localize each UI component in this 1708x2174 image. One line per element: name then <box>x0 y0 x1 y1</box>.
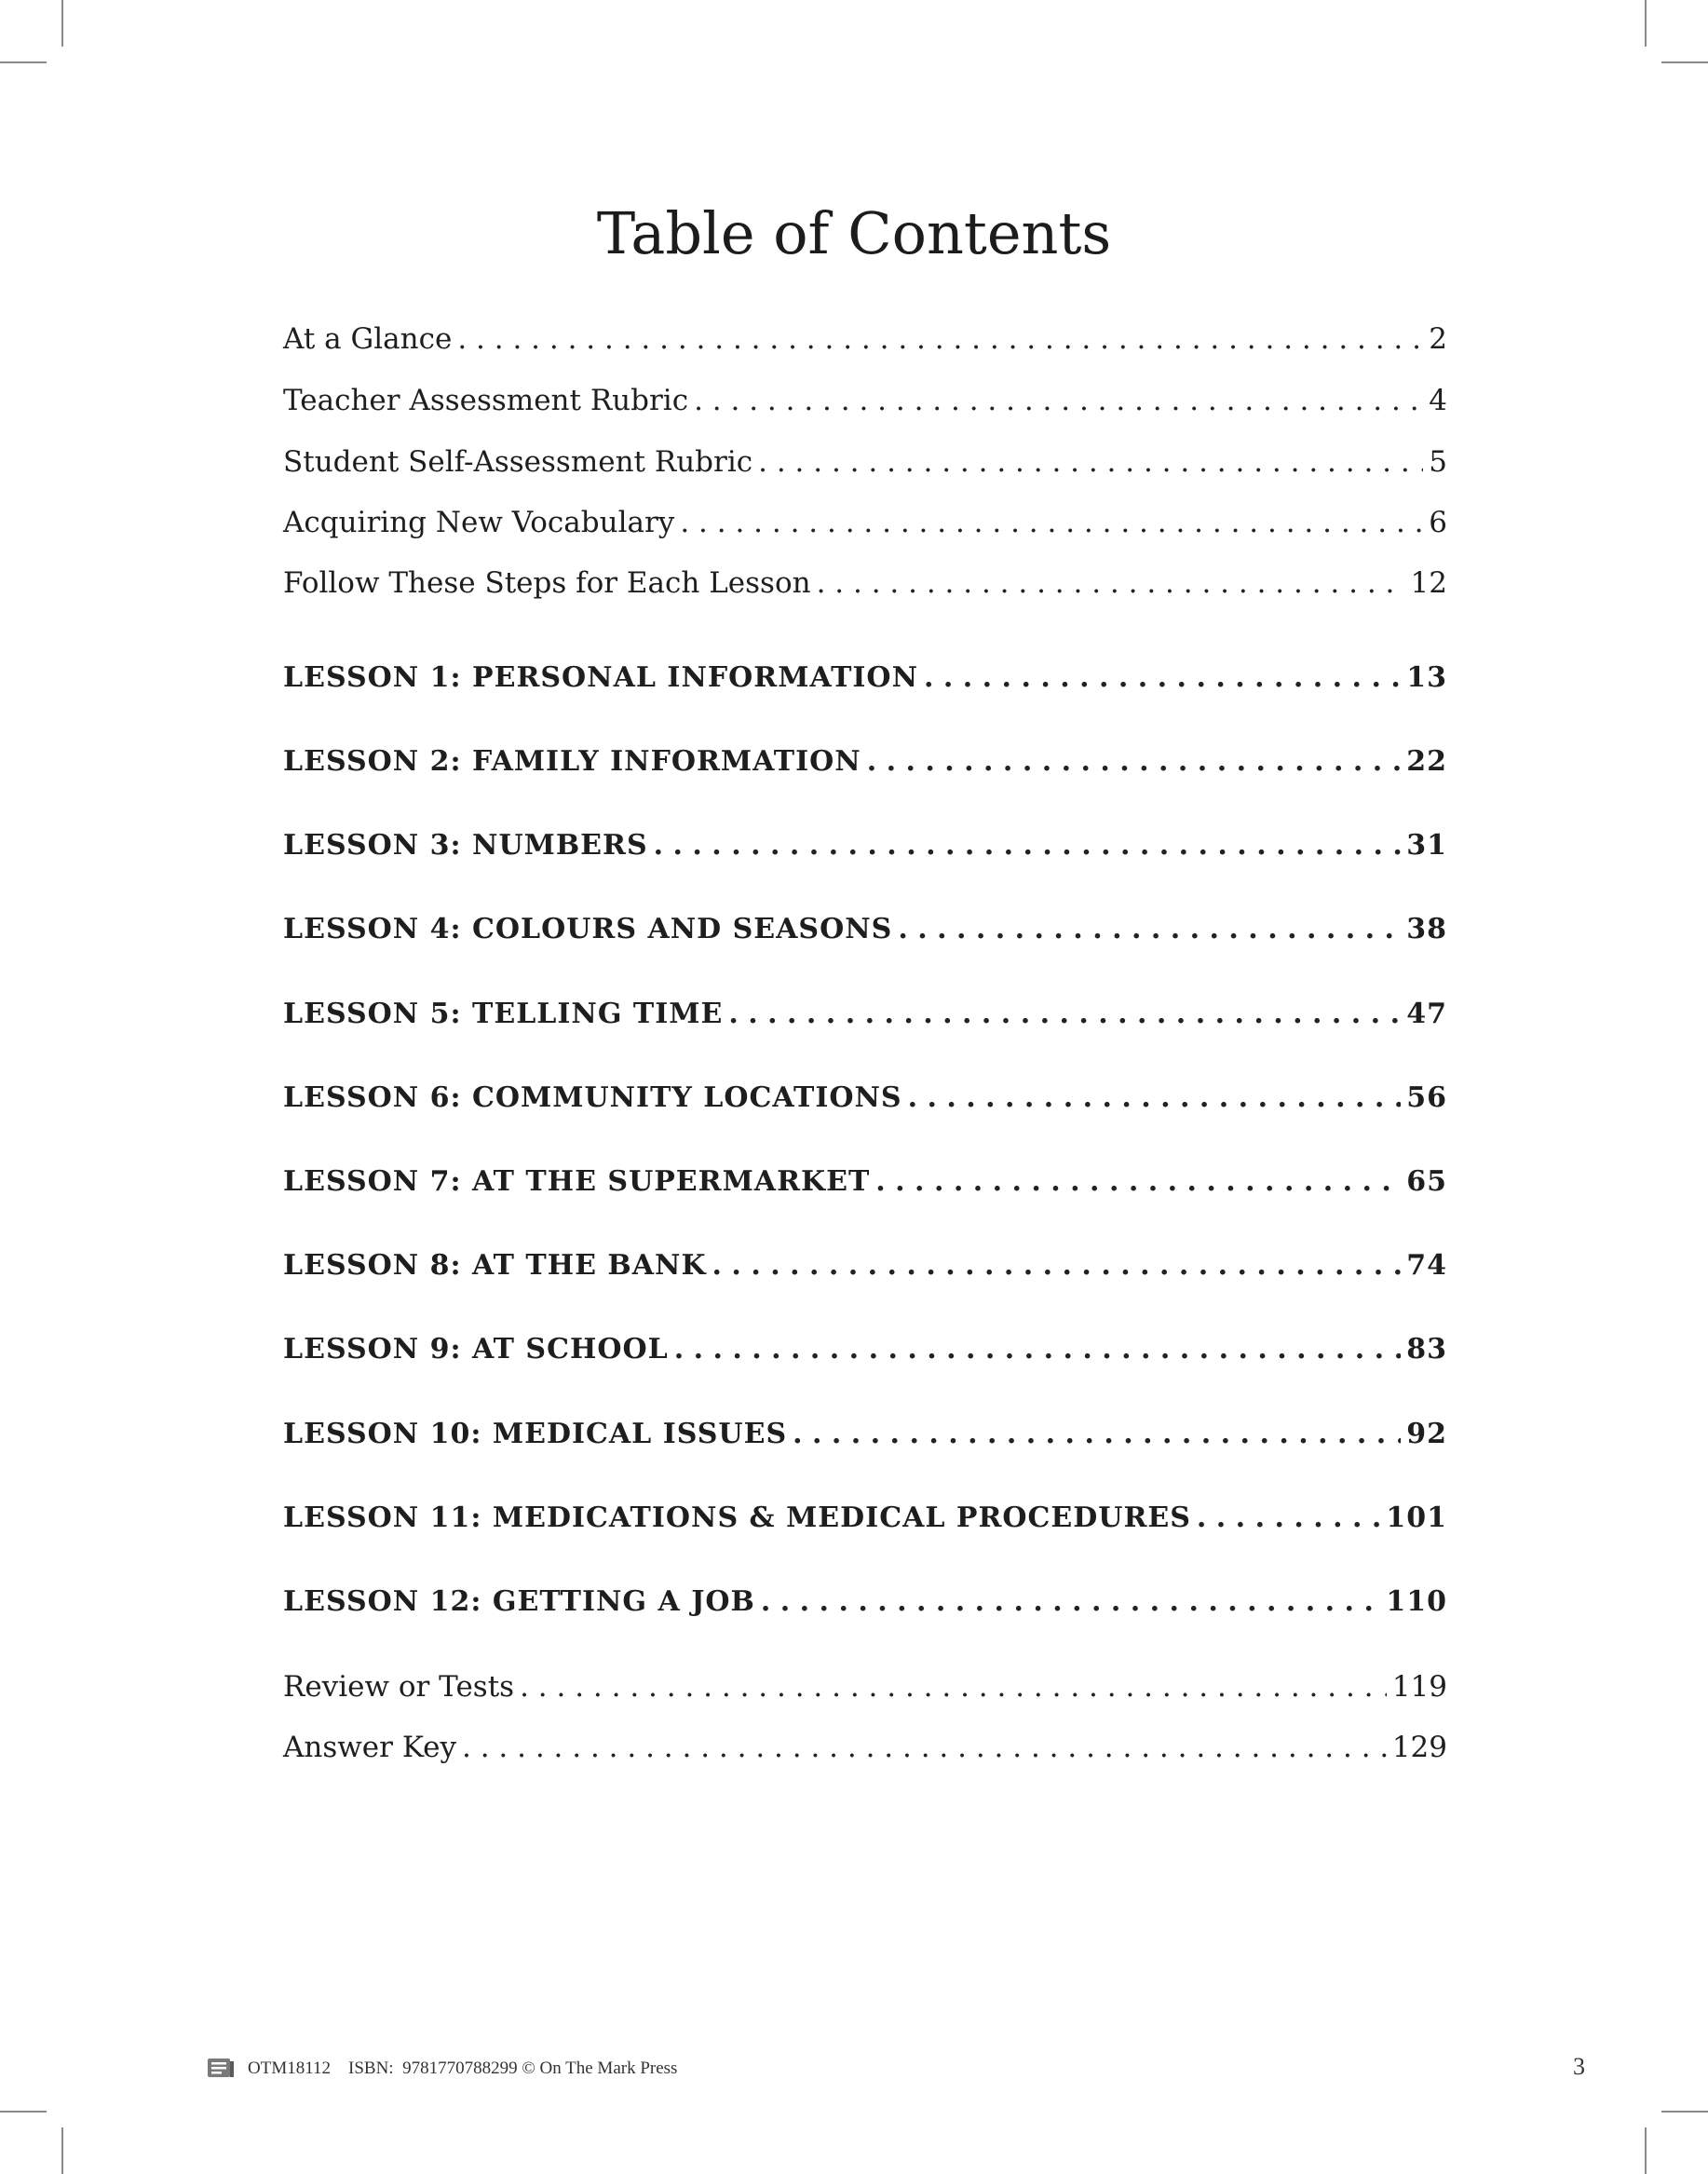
crop-mark-bottom-right-h <box>1661 2111 1708 2113</box>
toc-entry-label: LESSON 4: COLOURS AND SEASONS <box>283 913 893 945</box>
dot-leader <box>817 566 1405 600</box>
toc-entry <box>283 1670 1447 1704</box>
dot-leader <box>875 1165 1401 1198</box>
dot-leader <box>924 661 1401 694</box>
toc-entry <box>283 506 1447 539</box>
toc-entry-label: LESSON 9: AT SCHOOL <box>283 1333 669 1366</box>
toc-entry-label: At a Glance <box>283 322 453 356</box>
toc-entry-lesson <box>283 661 1447 694</box>
crop-mark-top-left <box>61 0 63 47</box>
toc-entry-lesson <box>283 1333 1447 1366</box>
toc-entry <box>283 322 1447 356</box>
toc-entry-page: 74 <box>1406 1249 1447 1282</box>
toc-entry-label: Acquiring New Vocabulary <box>283 506 675 539</box>
toc-entry-page: 110 <box>1386 1585 1447 1618</box>
toc-entry-label: LESSON 1: PERSONAL INFORMATION <box>283 661 918 694</box>
toc-entry-label: Student Self-Assessment Rubric <box>283 445 753 479</box>
toc-entry-label: LESSON 11: MEDICATIONS & MEDICAL PROCEDURES <box>283 1501 1191 1534</box>
dot-leader <box>761 1585 1380 1618</box>
dot-leader <box>908 1081 1402 1114</box>
toc-entry-label: LESSON 12: GETTING A JOB <box>283 1585 755 1618</box>
toc-entry-page: 13 <box>1406 661 1447 694</box>
dot-leader <box>654 829 1402 862</box>
dot-leader <box>520 1670 1387 1704</box>
dot-leader <box>457 322 1423 356</box>
toc-entry-page: 129 <box>1391 1731 1447 1764</box>
toc-entry-page: 22 <box>1406 745 1447 778</box>
toc-entry-page: 12 <box>1410 566 1447 600</box>
toc-entry-page: 65 <box>1406 1165 1447 1198</box>
dot-leader <box>867 745 1402 778</box>
toc-entry-label: LESSON 2: FAMILY INFORMATION <box>283 745 861 778</box>
toc-entry-label: Review or Tests <box>283 1670 515 1704</box>
dot-leader <box>680 506 1423 539</box>
toc-entry-page: 56 <box>1406 1081 1447 1114</box>
toc-entry <box>283 384 1447 417</box>
dot-leader <box>898 913 1401 945</box>
dot-leader <box>1197 1501 1380 1534</box>
toc-entry-lesson <box>283 913 1447 945</box>
toc-entry-page: 47 <box>1406 998 1447 1030</box>
toc-entry-page: 2 <box>1429 322 1447 356</box>
toc-entry-page: 83 <box>1406 1333 1447 1366</box>
crop-mark-bottom-right <box>1645 2127 1647 2174</box>
toc-entry-page: 4 <box>1429 384 1447 417</box>
toc-entry-label: LESSON 7: AT THE SUPERMARKET <box>283 1165 871 1198</box>
crop-mark-top-right <box>1645 0 1647 47</box>
toc-entry-page: 5 <box>1429 445 1447 479</box>
toc-entry-page: 31 <box>1406 829 1447 862</box>
toc-entry-lesson <box>283 1081 1447 1114</box>
toc-entry-label: Follow These Steps for Each Lesson <box>283 566 811 600</box>
toc-entry-label: LESSON 6: COMMUNITY LOCATIONS <box>283 1081 902 1114</box>
toc-entry-lesson <box>283 829 1447 862</box>
toc-entry-page: 38 <box>1406 913 1447 945</box>
toc-entry-page: 6 <box>1429 506 1447 539</box>
toc-entry-label: LESSON 10: MEDICAL ISSUES <box>283 1418 788 1450</box>
toc-entry-label: LESSON 5: TELLING TIME <box>283 998 724 1030</box>
page-number: 3 <box>1573 2053 1585 2080</box>
toc-entry-label: Answer Key <box>283 1731 456 1764</box>
dot-leader <box>758 445 1423 479</box>
toc-entry-page: 119 <box>1391 1670 1447 1704</box>
crop-mark-top-right-h <box>1661 61 1708 63</box>
toc-entry-lesson <box>283 998 1447 1030</box>
page-title: Table of Contents <box>596 198 1112 267</box>
toc-entry-label: LESSON 3: NUMBERS <box>283 829 648 862</box>
toc-entry <box>283 1731 1447 1764</box>
dot-leader <box>793 1418 1401 1450</box>
toc-entry-page: 101 <box>1386 1501 1447 1534</box>
footer-text: OTM18112 ISBN: 9781770788299 © On The Mark Press <box>248 2059 678 2078</box>
toc-entry-page: 92 <box>1406 1418 1447 1450</box>
toc-entry-lesson <box>283 1585 1447 1618</box>
dot-leader <box>728 998 1401 1030</box>
toc-entry-lesson <box>283 1249 1447 1282</box>
toc-entry-lesson <box>283 745 1447 778</box>
dot-leader <box>462 1731 1387 1764</box>
crop-mark-bottom-left-h <box>0 2111 47 2113</box>
dot-leader <box>694 384 1423 417</box>
dot-leader <box>712 1249 1402 1282</box>
toc-entry-lesson <box>283 1501 1447 1534</box>
dot-leader <box>674 1333 1402 1366</box>
toc-entry <box>283 566 1447 600</box>
crop-mark-top-left-h <box>0 61 47 63</box>
book-icon <box>207 2057 235 2081</box>
crop-mark-bottom-left <box>61 2127 63 2174</box>
page-footer <box>207 2057 677 2081</box>
toc-entry-label: Teacher Assessment Rubric <box>283 384 689 417</box>
toc-entry-lesson <box>283 1165 1447 1198</box>
toc-entry-label: LESSON 8: AT THE BANK <box>283 1249 707 1282</box>
toc-entry-lesson <box>283 1418 1447 1450</box>
toc-entry <box>283 445 1447 479</box>
